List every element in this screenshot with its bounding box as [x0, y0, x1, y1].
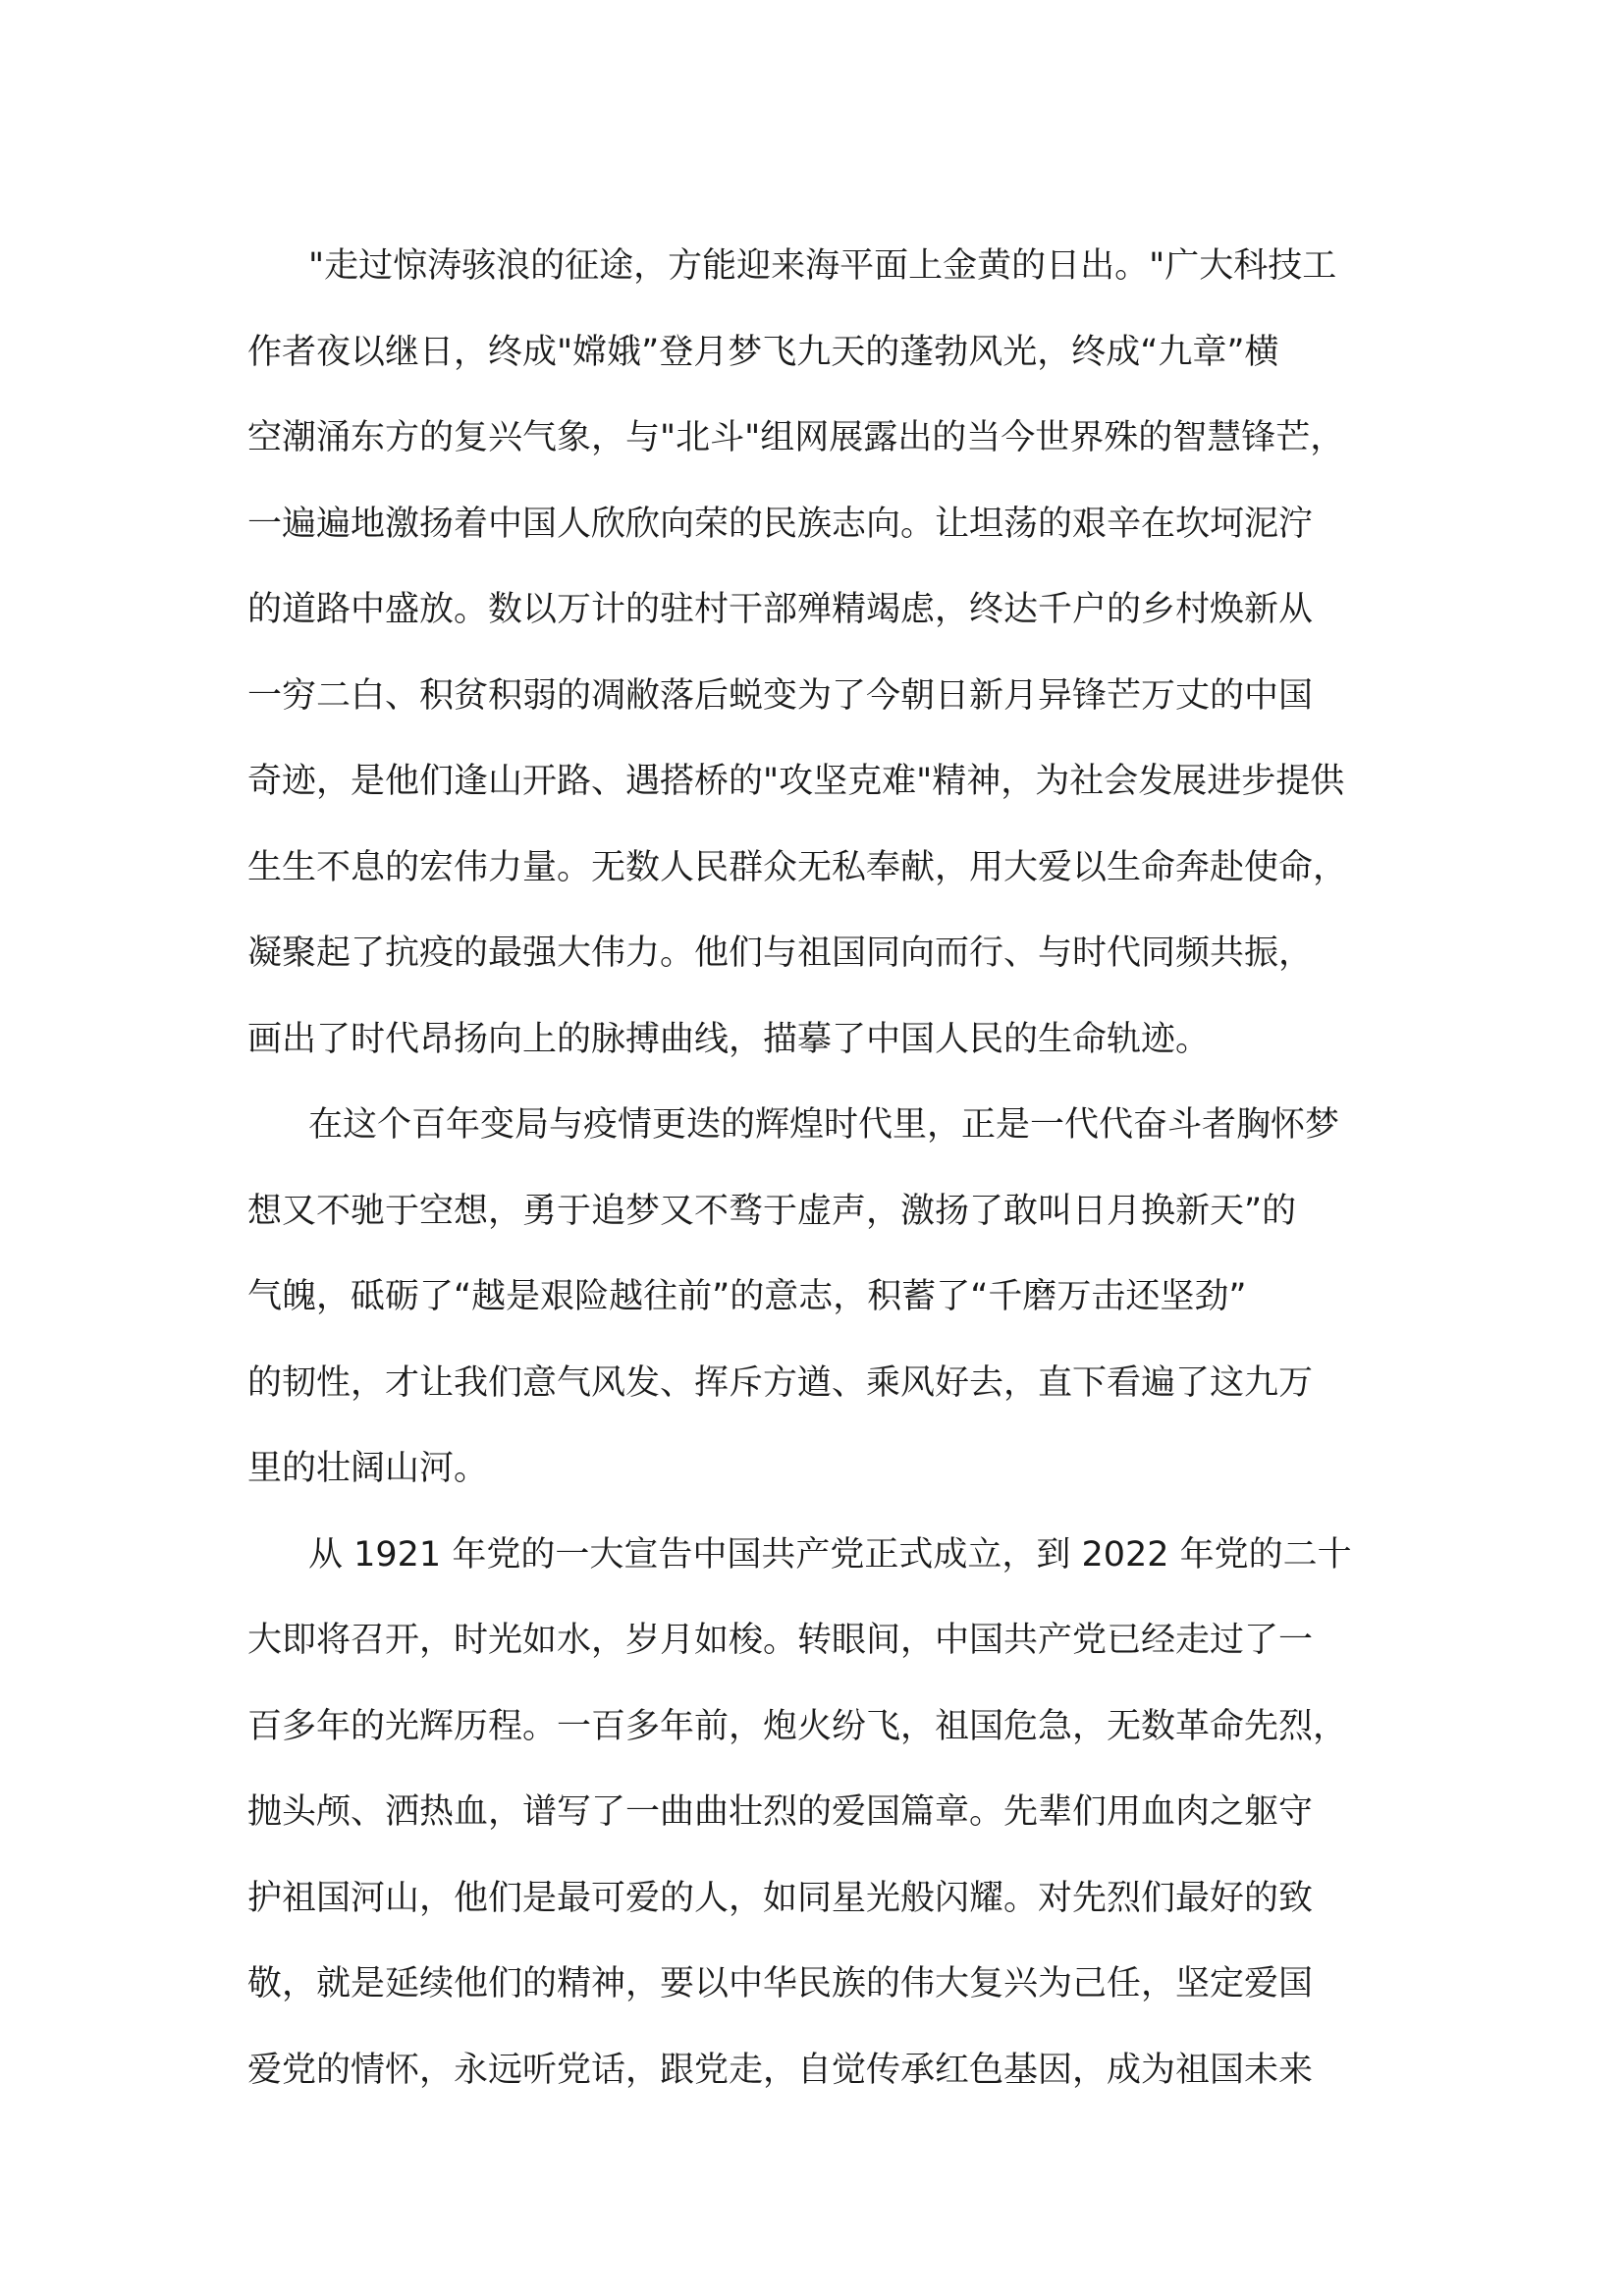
text-line: 想又不驰于空想，勇于追梦又不骛于虚声，激扬了敢叫日月换新天”的	[247, 1191, 1297, 1231]
text-line: 大即将召开，时光如水，岁月如梭。转眼间，中国共产党已经走过了一	[247, 1621, 1314, 1660]
text-line: 敬，就是延续他们的精神，要以中华民族的伟大复兴为己任，坚定爱国	[247, 1964, 1314, 2003]
text-line: 奇迹，是他们逢山开路、遇搭桥的"攻坚克难"精神，为社会发展进步提供	[247, 762, 1345, 801]
text-line: 一穷二白、积贫积弱的凋敝落后蜕变为了今朝日新月异锋芒万丈的中国	[247, 675, 1314, 716]
text-line: 护祖国河山，他们是最可爱的人，如同星光般闪耀。对先烈们最好的致	[247, 1878, 1314, 1918]
text-line: 百多年的光辉历程。一百多年前，炮火纷飞，祖国危急，无数革命先烈，	[247, 1706, 1348, 1746]
text-line: 在这个百年变局与疫情更迭的辉煌时代里，正是一代代奋斗者胸怀梦	[308, 1105, 1340, 1145]
text-line: 空潮涌东方的复兴气象，与"北斗"组网展露出的当今世界殊的智慧锋芒，	[247, 418, 1345, 457]
paragraph-3	[247, 1513, 1406, 2114]
text-line: 凝聚起了抗疫的最强大伟力。他们与祖国同向而行、与时代同频共振，	[247, 934, 1314, 973]
paragraph-1	[247, 224, 1406, 1083]
paragraph-2	[247, 1083, 1406, 1513]
text-line: 的道路中盛放。数以万计的驻村干部殚精竭虑，终达千户的乡村焕新从	[247, 590, 1314, 629]
text-line: 生生不息的宏伟力量。无数人民群众无私奉献，用大爱以生命奔赴使命，	[247, 847, 1348, 887]
text-line: 气魄，砥砺了“越是艰险越往前”的意志，积蓄了“千磨万击还坚劲”	[247, 1277, 1247, 1316]
text-line: 爱党的情怀，永远听党话，跟党走，自觉传承红色基因，成为祖国未来	[247, 2050, 1314, 2090]
text-line: "走过惊涛骇浪的征途，方能迎来海平面上金黄的日出。"广大科技工	[308, 246, 1337, 286]
text-line: 抛头颅、洒热血，谱写了一曲曲壮烈的爱国篇章。先辈们用血肉之躯守	[247, 1792, 1314, 1832]
text-line: 画出了时代昂扬向上的脉搏曲线，描摹了中国人民的生命轨迹。	[247, 1019, 1211, 1059]
text-line: 作者夜以继日，终成"嫦娥”登月梦飞九天的蓬勃风光，终成“九章”横	[247, 332, 1279, 372]
text-line: 从 1921 年党的一大宣告中国共产党正式成立，到 2022 年党的二十	[308, 1534, 1352, 1575]
document-page	[247, 224, 1406, 2113]
text-line: 里的壮阔山河。	[247, 1449, 489, 1488]
text-line: 一遍遍地激扬着中国人欣欣向荣的民族志向。让坦荡的艰辛在坎坷泥泞	[247, 504, 1314, 544]
text-line: 的韧性，才让我们意气风发、挥斥方遒、乘风好去，直下看遍了这九万	[247, 1362, 1314, 1403]
